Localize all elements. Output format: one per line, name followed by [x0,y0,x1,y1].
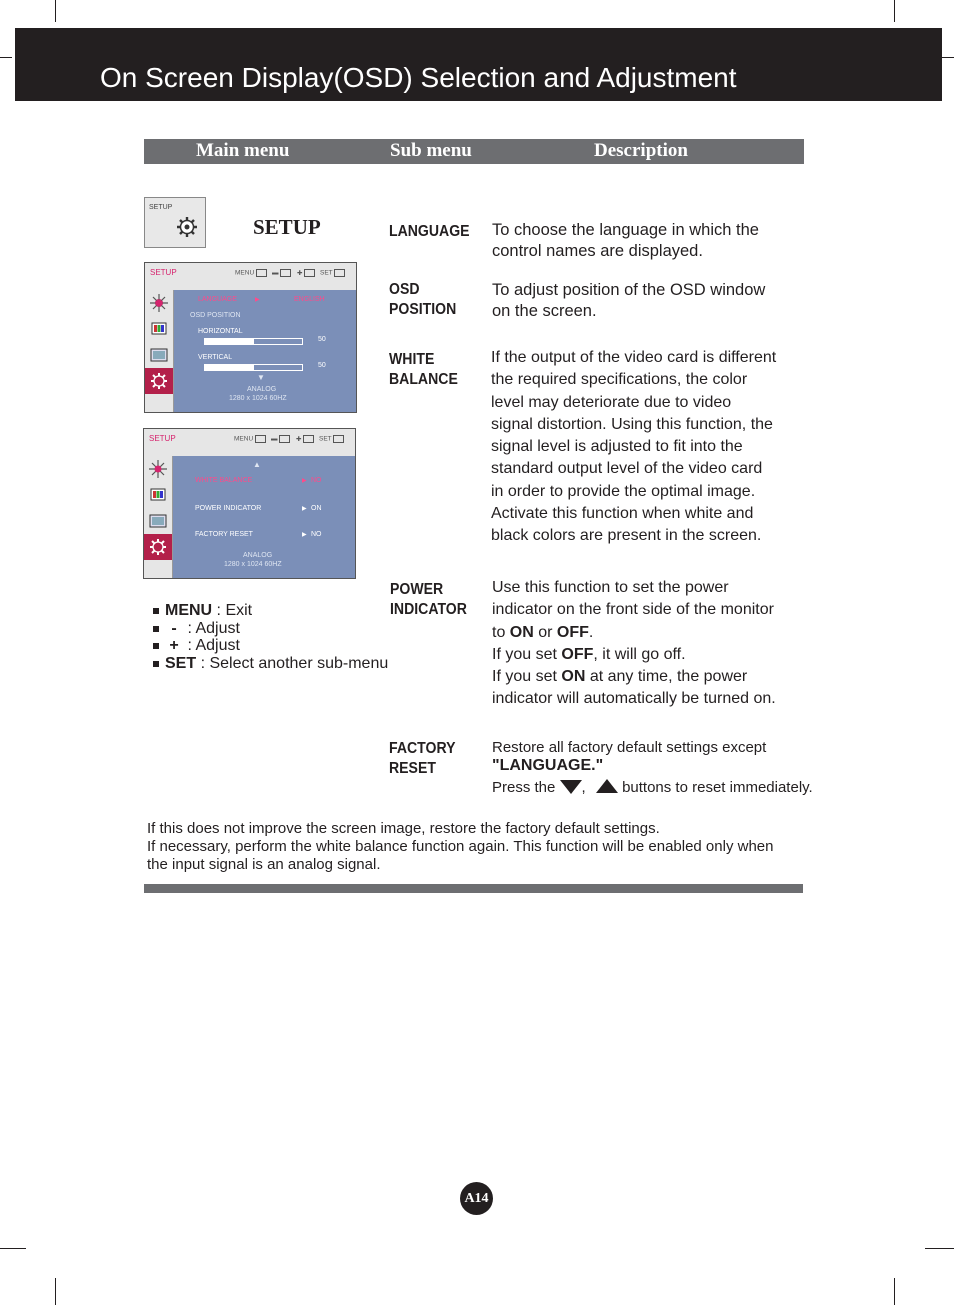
down-triangle-icon [560,780,582,794]
crop-mark [0,57,12,58]
column-sub-menu: Sub menu [390,140,472,161]
arrow-down-icon: ▼ [257,373,265,382]
osd-power-indicator-value: ON [311,505,322,512]
osd-set-hint: SET [319,435,344,443]
page-number: A14 [460,1182,493,1215]
osd-vertical-label: VERTICAL [198,354,233,361]
osd-minus-hint: ▬ [271,435,290,443]
osd-resolution: 1280 x 1024 60HZ [229,395,287,402]
brightness-icon [144,456,172,482]
bottom-bar [144,884,803,893]
desc-white-balance: If the output of the video card is different the required specifications, the color level may deteriorate due to video signal distortion. Using this function, the signal level is adjusted to fit into the standard output level of the video card in order to provide the optimal image. Activate this function when white and black colors are present in the screen. [491,349,777,545]
osd-menu-hint: MENU [235,269,267,277]
crop-mark [0,1248,26,1249]
osd-plus-hint: ✚ [297,269,315,277]
osd-set-hint: SET [320,269,345,277]
tracking-icon [144,508,172,534]
up-triangle-icon [596,779,618,793]
legend-set: SET : Select another sub-menu [153,655,388,673]
arrow-right-icon: ▶ [302,478,307,484]
osd-horizontal-value: 50 [318,336,326,343]
column-main-menu: Main menu [196,140,290,161]
osd-vertical-value: 50 [318,362,326,369]
osd-horizontal-label: HORIZONTAL [198,328,243,335]
setup-gear-icon [144,534,172,560]
color-icon [145,316,173,342]
crop-mark [55,0,56,22]
crop-mark [894,0,895,22]
crop-mark [894,1278,895,1305]
submenu-power-indicator: POWER INDICATOR [390,581,467,618]
osd-analog: ANALOG [243,552,273,559]
crop-mark [925,1248,954,1249]
vertical-slider-fill [205,365,254,370]
osd-plus-hint: ✚ [296,435,314,443]
horizontal-slider-fill [205,339,254,344]
crop-mark [55,1278,56,1305]
crop-mark [942,57,954,58]
legend-minus: - : Adjust [153,620,240,638]
osd-factory-reset-value: NO [311,531,322,538]
arrow-right-icon: ▶ [302,506,307,512]
submenu-factory-reset: FACTORY RESET [389,740,456,777]
submenu-osd-position: OSD POSITION [389,281,457,318]
osd-screenshot-reset [143,428,356,579]
horizontal-slider [204,338,303,345]
color-icon [144,482,172,508]
desc-power-indicator: Use this function to set the power indicator on the front side of the monitor to ON or OFF. If you set OFF, it will go off. If you set ON at any time, the power indicator will automatically be turned on. [492,579,776,708]
brightness-icon [145,290,173,316]
osd-language-label: LANGUAGE [198,296,237,303]
plus-icon: + [169,637,179,654]
osd-white-balance-label: WHITE BALANCE [195,477,253,484]
submenu-language: LANGUAGE [389,223,470,240]
vertical-slider [204,364,303,371]
legend-plus: + : Adjust [153,637,240,655]
submenu-white-balance: WHITE BALANCE [389,351,458,388]
footer-note: If this does not improve the screen image, restore the factory default settings. If necessary, perform the white balance function again. This function will be enabled only when the input signal is an analog signal. [147,820,774,873]
setup-menu-icon [144,197,206,248]
tracking-icon [145,342,173,368]
osd-resolution: 1280 x 1024 60HZ [224,561,282,568]
desc-factory-reset: Restore all factory default settings except "LANGUAGE." Press the , buttons to reset immediately. [492,739,813,796]
osd-title: SETUP [149,434,176,443]
osd-language-value: ENGLISH [294,296,325,303]
legend-menu: MENU : Exit [153,602,252,620]
osd-analog: ANALOG [247,386,277,393]
setup-gear-icon [145,368,173,394]
arrow-up-icon: ▲ [253,460,261,469]
column-description: Description [594,140,688,161]
main-menu-title: SETUP [253,215,321,239]
osd-screenshot-position [144,262,357,413]
desc-language: To choose the language in which the control names are displayed. [492,221,759,260]
osd-minus-hint: ▬ [272,269,291,277]
gear-icon [176,216,198,238]
osd-factory-reset-label: FACTORY RESET [195,531,253,538]
page-title: On Screen Display(OSD) Selection and Adjustment [100,62,737,93]
osd-white-balance-value: NO [311,477,322,484]
setup-icon-label: SETUP [149,204,173,211]
osd-title: SETUP [150,268,177,277]
arrow-right-icon: ▶ [255,297,260,303]
minus-icon: - [171,620,177,637]
osd-position-label: OSD POSITION [190,312,241,319]
desc-osd-position: To adjust position of the OSD window on the screen. [492,281,766,320]
arrow-right-icon: ▶ [302,532,307,538]
osd-menu-hint: MENU [234,435,266,443]
osd-power-indicator-label: POWER INDICATOR [195,505,262,512]
